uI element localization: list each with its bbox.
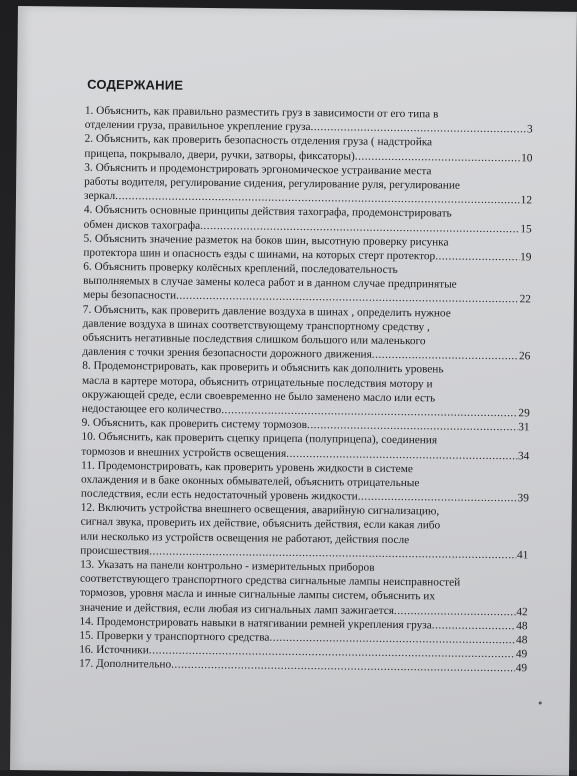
toc-entry-text: выполняемых в случае замены колеса работ и в данном случае предпринятые [83,274,457,291]
toc-entry-text: или несколько из устройств освещения не работают, действия после [80,530,410,546]
toc-entry-text: 1. Объяснить, как правильно разместить груз в зависимости от его типа в [84,104,439,121]
toc-entry-text: последствия, если есть недостаточный уровень жидкости [80,487,358,503]
toc-entry-text: охлаждения и в баке оконных обмывателей, объяснить отрицательные [80,473,420,490]
toc-entry-text: 2. Объяснить, как проверить безопасность отделения груза ( надстройка [84,133,433,149]
toc-entry-text: недостающее его количество [81,402,222,417]
toc-entry-text: работы водителя, регулирование сидения, регулирование руля, регулирование [84,175,461,192]
toc-entry [84,203,532,236]
toc-entry-text: соответствующего транспортного средства сигнальные лампы неисправностей [79,572,461,589]
toc-page-number: 31 [518,421,530,434]
page-title: СОДЕРЖАНИЕ [87,76,184,93]
toc-page-number: 29 [518,407,530,420]
dot-leader [435,249,519,264]
toc-entry [80,501,529,562]
toc-page-number: 49 [515,648,528,661]
toc-entry-text: 8. Продемонстрировать, как проверить и объяснить как дополнить уровень [82,360,444,376]
toc-entry-text: давление воздуха в шинах соответствующему транспортному средству , [82,317,430,334]
toc-entry-text: 6. Объяснить проверку колёсных креплений, последовательность [83,260,398,277]
toc-entry-text: 10. Объяснить, как проверить сцепку прицепа (полуприцепа), соединения [81,431,438,447]
toc-entry [83,260,531,307]
toc-entry-text: 16. Источники [79,643,149,657]
toc-entry-text: 7. Объяснить, как проверить давление воздуха в шинах , определить нужное [82,303,451,320]
toc-page-number: 39 [517,492,529,505]
toc-entry-text: меры безопасности [82,289,177,303]
dot-leader [394,604,516,619]
toc-entry-text: прицепа, покрывало, двери, ручки, затворы, фиксаторы) [84,147,355,163]
toc-entry-text: 9. Объяснить, как проверить систему тормозов [81,416,308,432]
toc-entry-text: 17. Дополнительно [79,657,172,671]
toc-entry-text: зеркал [83,189,116,203]
toc-entry-text: 11. Продемонстрировать, как проверить уровень жидкости в системе [81,459,413,475]
toc-entry-text: тормозов, уровня масла и инные сигнальные лампы систем, объяснить их [79,587,436,603]
toc-page-number: 19 [520,251,532,264]
toc-page-number: 3 [527,123,533,136]
toc-page-number: 49 [515,662,528,675]
toc-entry-text: значение и действия, если любая из сигнальных ламп зажигается [79,601,395,617]
toc-entry [84,132,532,165]
toc-entry-text: обмен дисков тахографа [83,218,201,232]
toc-page-number: 34 [517,449,530,462]
toc-page-number: 48 [516,634,528,647]
dot-leader [171,658,515,676]
toc-entry-text: 14. Продемонстрировать навыки в натягивании ремней укрепления груза [79,615,432,632]
toc-page-number: 22 [519,293,532,306]
dot-leader [372,348,518,364]
table-of-contents [79,104,533,676]
toc-entry-text: объяснить негативные последствия слишком большого или маленького [82,331,426,348]
toc-entry [80,558,529,619]
toc-page-number: 26 [518,350,531,363]
toc-page-number: 15 [520,222,532,235]
toc-entry-text: 13. Указать на панели контрольно - измерительных приборов [80,558,375,574]
toc-page-number: 12 [520,194,533,207]
toc-entry-text: 3. Объяснить и продемонстрировать эргономическое устраивание места [84,161,432,178]
toc-entry [82,359,531,420]
toc-entry-text: 5. Объяснить значение разметок на боков шин, высотную проверку рисунка [83,232,449,249]
toc-entry [82,302,531,363]
toc-page-number: 42 [516,605,528,618]
toc-entry [84,160,532,207]
toc-entry [81,430,529,463]
toc-entry-text: протектора шин и опасность езды с шинами, на которых стерт протектор [83,246,436,263]
toc-entry [81,458,529,505]
ink-mark [539,701,542,704]
toc-entry-text: 12. Включить устройства внешнего освещения, аварийную сигнализацию, [80,501,440,518]
dot-leader [432,618,516,633]
toc-entry-text: отделении груза, правильное укрепление груза [84,118,311,134]
toc-entry-text: 4. Объяснить основные принципы действия тахографа, продемонстрировать [83,204,452,220]
toc-page-number: 41 [516,549,529,562]
toc-entry-text: сигнал звука, проверить их действие, объяснить действия, если какая либо [80,516,441,532]
toc-page-number: 10 [521,151,533,164]
document-page [10,6,577,776]
toc-entry-text: давления с точки зрения безопасности дорожного движения [82,345,372,361]
toc-entry-text: масла в картере мотора, объяснить отрицательные последствия мотору и [82,374,433,390]
toc-entry-text: 15. Проверки у транспортного средства [79,629,270,644]
dot-leader [355,149,520,165]
toc-entry-text: тормозов и внешних устройств освещения [81,445,287,460]
toc-entry-text: происшествия [80,544,150,558]
toc-page-number: 48 [516,620,528,633]
toc-entry-text: окружающей среде, если своевременно не было заменено масло или есть [81,388,436,405]
